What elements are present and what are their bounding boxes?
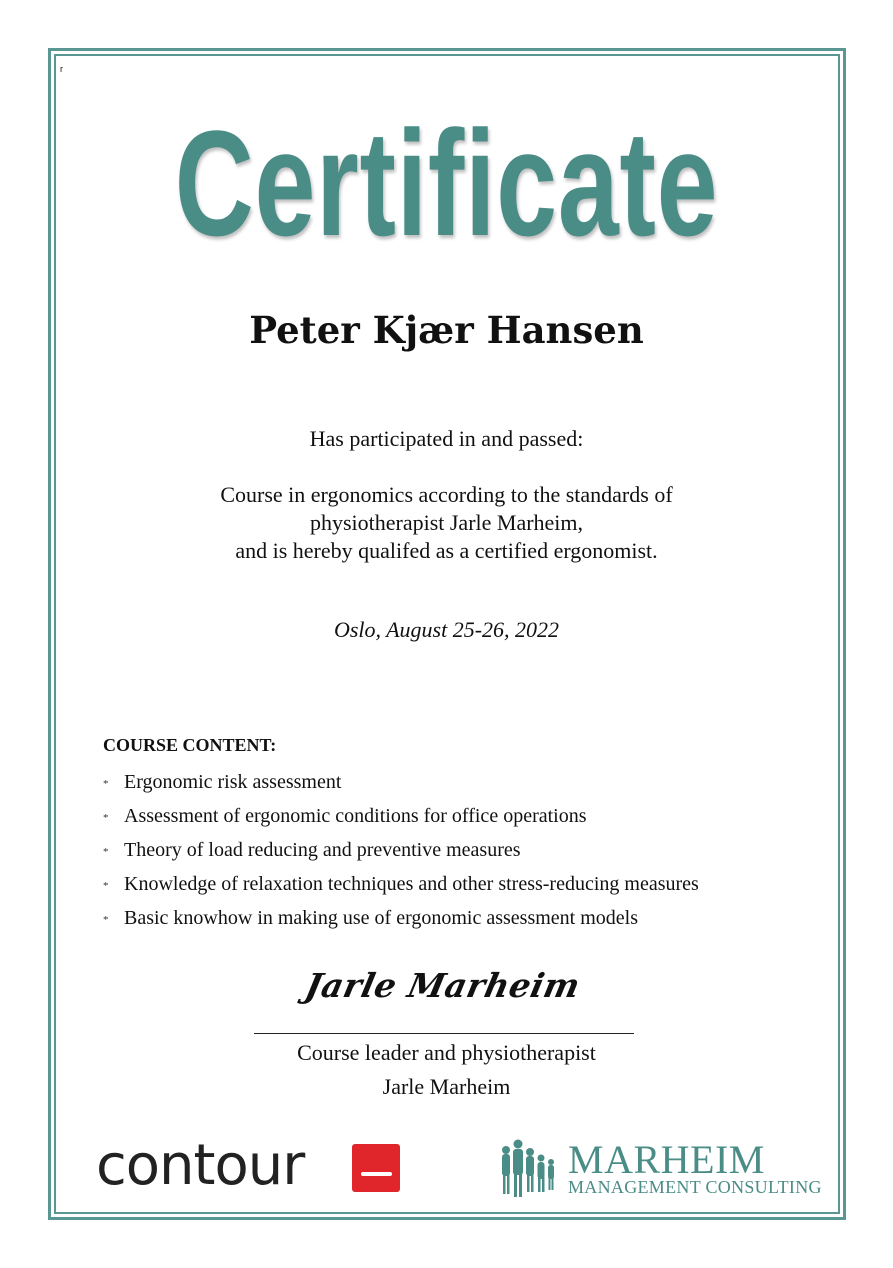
marheim-logo	[496, 1136, 822, 1202]
contour-square-icon	[352, 1144, 400, 1192]
bullet-icon: *	[103, 880, 109, 892]
list-item	[103, 907, 699, 941]
signatory-name: Jarle Marheim	[382, 1074, 511, 1099]
contour-logo-text: contour	[96, 1133, 305, 1198]
list-item-text: Theory of load reducing and preventive measures	[124, 839, 521, 861]
course-description-line: and is hereby qualifed as a certified ergonomist.	[235, 538, 658, 563]
recipient-name: Peter Kjær Hansen	[249, 308, 644, 352]
list-item	[103, 771, 699, 805]
list-item-text: Knowledge of relaxation techniques and other stress-reducing measures	[124, 873, 699, 895]
list-item-text: Assessment of ergonomic conditions for office operations	[124, 805, 587, 827]
list-item	[103, 805, 699, 839]
marheim-logo-subtitle: MANAGEMENT CONSULTING	[568, 1177, 822, 1197]
signature-line	[254, 1033, 634, 1034]
corner-mark: r	[60, 64, 63, 74]
marheim-logo-name: MARHEIM	[568, 1137, 765, 1182]
course-date-location: Oslo, August 25-26, 2022	[333, 617, 560, 642]
course-content-list	[103, 771, 699, 941]
course-description-line: physiotherapist Jarle Marheim,	[309, 510, 584, 535]
list-item	[103, 839, 699, 873]
bullet-icon: *	[103, 812, 109, 824]
list-item	[103, 873, 699, 907]
course-description-line: Course in ergonomics according to the standards of	[220, 482, 673, 507]
course-description	[0, 481, 893, 565]
bullet-icon: *	[103, 778, 109, 790]
people-silhouette-icon	[496, 1136, 560, 1202]
bullet-icon: *	[103, 846, 109, 858]
certificate-title: Certificate	[174, 99, 719, 267]
signatory-role: Course leader and physiotherapist	[297, 1040, 596, 1065]
contour-logo	[96, 1130, 406, 1202]
list-item-text: Basic knowhow in making use of ergonomic assessment models	[124, 907, 639, 929]
bullet-icon: *	[103, 914, 109, 926]
list-item-text: Ergonomic risk assessment	[124, 771, 342, 793]
intro-text: Has participated in and passed:	[309, 426, 584, 451]
course-content-heading: COURSE CONTENT:	[103, 735, 277, 755]
handwritten-signature: Jarle Marheim	[301, 966, 584, 1005]
